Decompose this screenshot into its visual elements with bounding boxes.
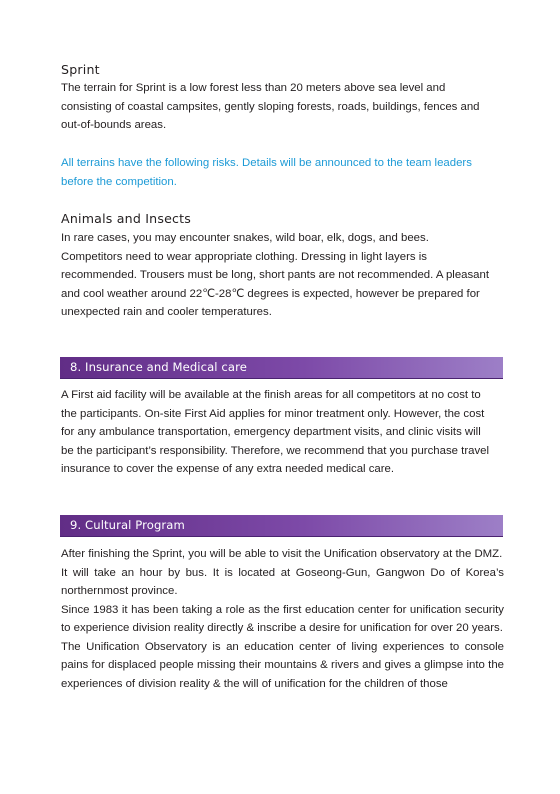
section-8-header xyxy=(60,357,503,379)
text-line: be the participant’s responsibility. Therefore, we recommend that you purchase travel xyxy=(61,444,490,457)
sprint-heading: Sprint xyxy=(61,62,100,77)
text-line: recommended. Trousers must be long, short pants are not recommended. A pleasant xyxy=(61,269,490,281)
sprint-paragraph xyxy=(61,79,509,135)
text-line: the participants. On-site First Aid applies for minor treatment only. However, the cost xyxy=(61,407,485,420)
text-line: In rare cases, you may encounter snakes, wild boar, elk, dogs, and bees. xyxy=(61,232,429,244)
text-line: consisting of coastal campsites, gently sloping forests, roads, buildings, fences and xyxy=(61,100,480,113)
animals-heading: Animals and Insects xyxy=(61,211,192,226)
section-9-body xyxy=(61,545,504,693)
section-9-title: 9. Cultural Program xyxy=(70,518,185,532)
paragraph: The Unification Observatory is an education center of living experiences to console pains for displaced people missing their mountains & rivers and gives a glimpse into the experiences of division reality & the will of unification for the children of those xyxy=(61,640,504,690)
paragraph: Since 1983 it has been taking a role as the first education center for unification security to experience division reality directly & inscribe a desire for unification for over 20 years. xyxy=(61,603,504,634)
text-line: out-of-bounds areas. xyxy=(61,119,167,131)
text-line: before the competition. xyxy=(61,175,177,188)
text-line: Competitors need to wear appropriate clothing. Dressing in light layers is xyxy=(61,250,427,263)
text-line: The terrain for Sprint is a low forest less than 20 meters above sea level and xyxy=(61,82,446,94)
risks-notice xyxy=(61,154,509,191)
section-8-title: 8. Insurance and Medical care xyxy=(70,360,247,374)
paragraph: After finishing the Sprint, you will be able to visit the Unification observatory at the DMZ. xyxy=(61,548,503,560)
text-line: insurance to cover the expense of any extra needed medical care. xyxy=(61,463,395,475)
section-8-paragraph xyxy=(61,386,509,479)
section-9-header xyxy=(60,515,503,537)
text-line: All terrains have the following risks. Details will be announced to the team leaders xyxy=(61,157,472,169)
text-line: unexpected rain and cooler temperatures. xyxy=(61,306,272,318)
text-line: A First aid facility will be available at the finish areas for all competitors at no cost to xyxy=(61,389,481,401)
text-line: for any ambulance transportation, emergency department visits, and clinic visits will xyxy=(61,426,481,438)
animals-paragraph xyxy=(61,229,509,322)
text-line: and cool weather around 22℃-28℃ degrees is expected, however be prepared for xyxy=(61,287,480,300)
paragraph: It will take an hour by bus. It is located at Goseong-Gun, Gangwon Do of Korea’s northernmost province. xyxy=(61,566,504,597)
